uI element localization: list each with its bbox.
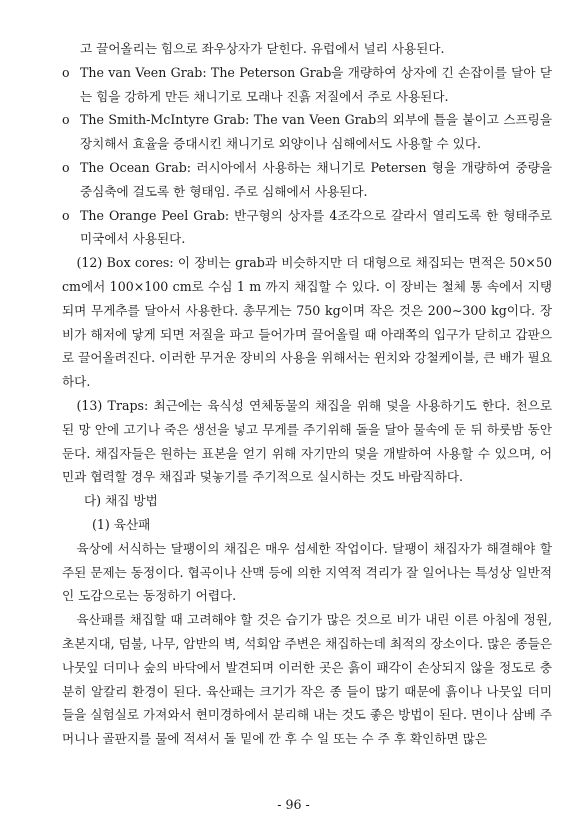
bullet-mark: o	[62, 207, 70, 223]
list-item-orange-peel-grab	[62, 204, 552, 252]
section-heading-collection-method: 다) 채집 방법	[84, 493, 158, 509]
list-item-van-veen-grab	[62, 61, 552, 109]
subsection-heading-land-snails: (1) 육산패	[92, 516, 151, 532]
list-item-text: The van Veen Grab: The Peterson Grab을 개량하여 상자에 긴 손잡이를 달아 닫는 힘을 강하게 만든 채니기로 모래나 진흙 저질에서 주로 사용된다.	[80, 64, 552, 104]
page-number: - 96 -	[277, 797, 310, 812]
paragraph-box-cores: (12) Box cores: 이 장비는 grab과 비슷하지만 더 대형으로 채집되는 면적은 50×50 cm에서 100×100 cm로 수심 1 m 까지 채집할 수 있다. 이 장비는 철체 통 속에서 지탱되며 무게추를 달아서 사용한다. 총무게는 750 kg이며 작은 것은 200∼300 kg이다. 장비가 해저에 닿게 되면 저질을 파고 들어가며 끌어올릴 때 아래쪽의 입구가 닫히고 갑판으로 끌어올려진다. 이러한 무거운 장비의 사용을 위해서는 윈치와 강철케이블, 큰 배가 필요하다.	[62, 255, 553, 390]
bullet-mark: o	[62, 112, 70, 128]
paragraph-land-snails-collection: 육산패를 채집할 때 고려해야 할 것은 습기가 많은 것으로 비가 내린 이른 아침에 정원, 초본지대, 덤불, 나무, 암반의 벽, 석회암 주변은 채집하는데 최적의 장소이다. 많은 종들은 나뭇잎 더미나 숲의 바닥에서 발견되며 이러한 곳은 흙이 패각이 손상되지 않을 정도로 충분히 알칼리 환경이 된다. 육산패는 크기가 작은 종 들이 많기 때문에 흙이나 나뭇잎 더미들을 실험실로 가져와서 현미경하에서 분리해 내는 것도 좋은 방법이 된다. 면이나 삼베 주머니나 골판지를 물에 적셔서 돌 밑에 깐 후 수 일 또는 수 주 후 확인하면 많은	[62, 612, 553, 747]
list-item-text: The Smith-McIntyre Grab: The van Veen Grab의 외부에 틀을 붙이고 스프링을 장치해서 효율을 증대시킨 채니기로 외양이나 심해에서도 사용할 수 있다.	[80, 112, 552, 152]
paragraph-traps: (13) Traps: 최근에는 육식성 연체동물의 채집을 위해 덫을 사용하기도 한다. 천으로 된 망 안에 고기나 죽은 생선을 넣고 무게를 주기위해 돌을 달아 물속에 둔 뒤 하룻밤 동안 둔다. 채집자들은 원하는 표본을 얻기 위해 자기만의 덫을 개발하여 사용할 수 있으며, 어민과 협력할 경우 채집과 덫놓기를 주기적으로 실시하는 것도 바람직하다.	[62, 397, 552, 485]
list-item-text: The Ocean Grab: 러시아에서 사용하는 채니기로 Petersen 형을 개량하여 중량을 중심축에 걸도록 한 형태임. 주로 심해에서 사용된다.	[80, 159, 552, 199]
bullet-mark: o	[62, 64, 70, 80]
list-item-text: The Orange Peel Grab: 반구형의 상자를 4조각으로 갈라서 열리도록 한 형태주로 미국에서 사용된다.	[80, 207, 552, 247]
paragraph-continuation: 고 끌어올리는 힘으로 좌우상자가 닫힌다. 유럽에서 널리 사용된다.	[80, 41, 445, 56]
list-item-ocean-grab	[62, 156, 552, 204]
paragraph-land-snails-intro: 육상에 서식하는 달팽이의 채집은 매우 섬세한 작업이다. 달팽이 채집자가 해결해야 할 주된 문제는 동정이다. 협곡이나 산맥 등에 의한 지역적 격리가 잘 일어나는 특성상 일반적인 도감으로는 동정하기 어렵다.	[62, 540, 553, 604]
bullet-mark: o	[62, 159, 70, 175]
document-body	[62, 37, 552, 751]
list-item-smith-mcintyre-grab	[62, 108, 552, 156]
